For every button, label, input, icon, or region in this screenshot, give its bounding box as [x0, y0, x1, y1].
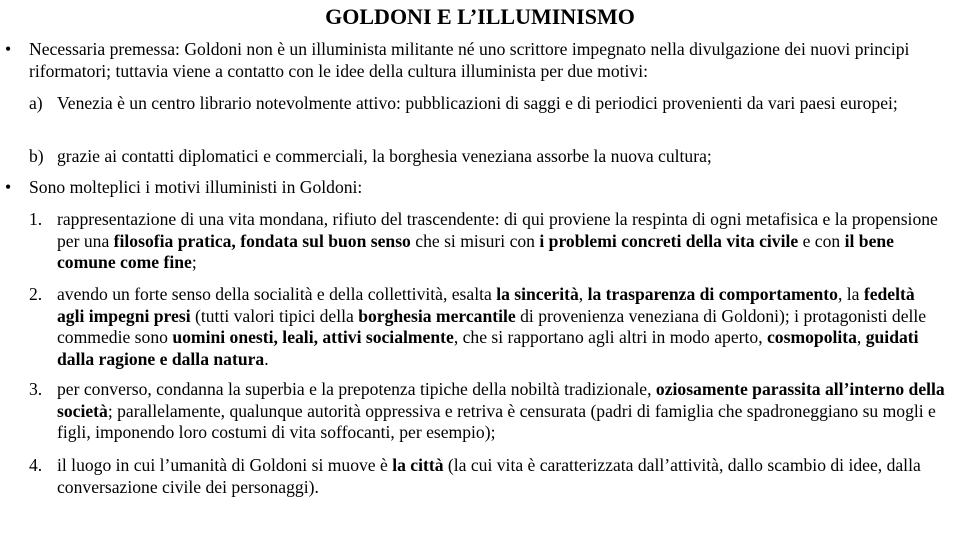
list-text: ; parallelamente, qualunque autorità oppressiva e retriva è censurata (padri di famiglia che spadroneggiano su mogli e figli, imponendo loro costumi di vita soffocanti, per esempio);: [57, 400, 936, 442]
bullet-text: Sono molteplici i motivi illuministi in Goldoni:: [29, 177, 363, 197]
emphasis-text: borghesia mercantile: [358, 305, 516, 326]
list-item-a: [29, 93, 945, 115]
bullet-marker: •: [5, 39, 12, 59]
emphasis-text: la sincerità: [496, 284, 579, 304]
list-text: ,: [856, 327, 866, 347]
emphasis-text: filosofia pratica, fondata sul buon senso: [113, 230, 411, 251]
emphasis-text: uomini onesti, leali, attivi socialmente: [172, 327, 454, 347]
list-text: per converso, condanna la superbia e la prepotenza tipiche della nobiltà tradizionale,: [57, 379, 656, 399]
list-text: , che si rapportano agli altri in modo aperto,: [453, 327, 767, 347]
list-item-2: [29, 284, 945, 370]
list-text: , la: [837, 284, 864, 304]
list-marker: 1.: [29, 209, 43, 229]
list-text: (la cui vita è caratterizzata dall’attività, dallo scambio di idee, dalla conversazione civile dei personaggi).: [57, 455, 921, 497]
list-text: .: [264, 348, 269, 369]
emphasis-text: cosmopolita: [767, 327, 857, 347]
slide-title: GOLDONI E L’ILLUMINISMO: [325, 4, 635, 29]
list-text: Venezia è un centro librario notevolmente attivo: pubblicazioni di saggi e di periodici provenienti da vari paesi europei;: [57, 93, 898, 113]
list-marker: 2.: [29, 284, 43, 304]
emphasis-text: il bene comune come fine: [57, 230, 894, 272]
list-marker: 4.: [29, 455, 43, 475]
list-text: (tutti valori tipici della: [190, 305, 359, 326]
emphasis-text: oziosamente parassita all’interno della società: [57, 379, 945, 421]
bullet-item-motivi: [5, 177, 939, 199]
list-text: e con: [798, 230, 845, 251]
list-item-1: [29, 209, 945, 274]
emphasis-text: fedeltà agli impegni presi: [57, 284, 915, 326]
bullet-item-premessa: [5, 39, 939, 82]
list-marker: a): [29, 93, 43, 113]
emphasis-text: guidati dalla ragione e dalla natura: [57, 327, 919, 369]
list-text: rappresentazione di una vita mondana, rifiuto del trascendente: di qui proviene la respinta di ogni metafisica e la propensione per una: [57, 209, 938, 251]
list-item-b: [29, 146, 945, 168]
list-text: grazie ai contatti diplomatici e commerciali, la borghesia veneziana assorbe la nuova cultura;: [57, 146, 712, 166]
list-text: ;: [191, 252, 197, 272]
emphasis-text: la città: [392, 455, 444, 475]
bullet-marker: •: [5, 177, 12, 197]
list-text: avendo un forte senso della socialità e della collettività, esalta: [57, 284, 497, 304]
emphasis-text: i problemi concreti della vita civile: [539, 230, 799, 251]
list-text: di provenienza veneziana di Goldoni); i protagonisti delle commedie sono: [57, 305, 927, 347]
emphasis-text: la trasparenza di comportamento: [587, 284, 838, 304]
list-item-4: [29, 455, 945, 498]
list-marker: b): [29, 146, 44, 166]
list-item-3: [29, 379, 945, 444]
list-text: che si misuri con: [410, 230, 540, 251]
list-marker: 3.: [29, 379, 43, 399]
bullet-text: Necessaria premessa: Goldoni non è un illuminista militante né uno scrittore impegnato nella divulgazione dei nuovi principi riformatori; tuttavia viene a contatto con le idee della cultura illuminista per due motivi:: [29, 39, 910, 81]
list-text: il luogo in cui l’umanità di Goldoni si muove è: [57, 455, 393, 475]
list-text: ,: [578, 284, 588, 304]
